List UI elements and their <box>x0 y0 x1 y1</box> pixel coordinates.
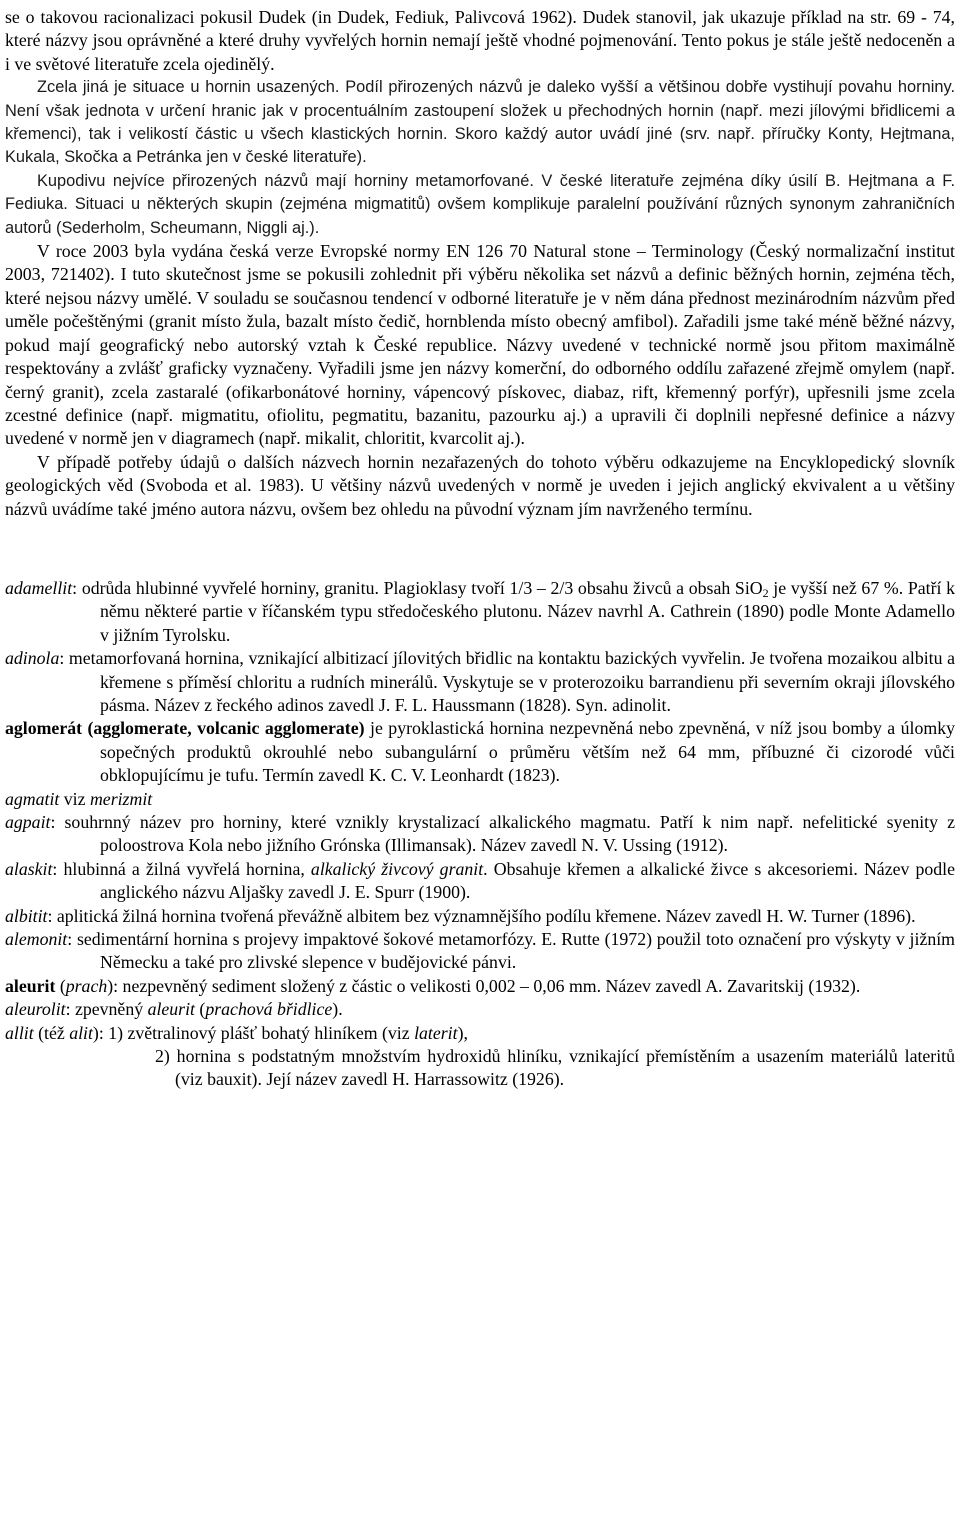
intro-paragraph-2: Zcela jiná je situace u hornin usazených. Podíl přirozených názvů je daleko vyšší a většinou dobře vystihují povahu horniny. Není však jednota v určení hranic jak v procentuálním zastoupení složek u přechodných hornin (např. mezi jílovými břidlicemi a křemenci), tak i velikostí částic u všech klastických hornin. Skoro každý autor uvádí jiné (srv. např. příručky Konty, Hejtmana, Kukala, Skočka a Petránka jen v české literatuře). <box>5 78 955 167</box>
glossary-definition: 2) hornina s podstatným množstvím hydroxidů hliníku, vznikající přemístěním a usazením materiálů lateritů (viz <box>155 1046 955 1090</box>
punctuation: ): <box>92 1022 109 1043</box>
glossary-entry-albitit <box>5 905 955 928</box>
glossary-entry-aleurit <box>5 975 955 998</box>
cross-reference-label: viz <box>59 788 90 809</box>
glossary-definition: je vyšší než 67 %. Patří k němu některé partie v říčanském typu středočeského plutonu. Název navrhl A. Cathrein (1890) podle Monte Adamello v jižním Tyrolsku. <box>100 577 956 645</box>
glossary-entry-aglomerat <box>5 717 955 787</box>
term-separator: : <box>47 905 57 926</box>
glossary-definition: ). Její název zavedl H. Harrassowitz (1926). <box>251 1069 565 1090</box>
term-separator: : <box>72 577 82 598</box>
punctuation: ( <box>55 975 66 996</box>
glossary-entry-adinola <box>5 647 955 717</box>
intro-paragraph-5: V případě potřeby údajů o dalších názvech hornin nezařazených do tohoto výběru odkazujeme na Encyklopedický slovník geologických věd (Svoboda et al. 1983). U většiny názvů uvedených v normě je uveden i jejich anglický ekvivalent a u většiny názvů uvádíme také jméno autora názvu, ovšem bez ohledu na původní význam jím navrženého termínu. <box>5 451 955 519</box>
cross-reference: laterit <box>414 1022 458 1043</box>
glossary-definition: ), <box>457 1022 468 1043</box>
glossary-term: adinola <box>5 648 60 669</box>
intro-paragraph-4: V roce 2003 byla vydána česká verze Evropské normy EN 126 70 Natural stone – Terminology (Český normalizační institut 2003, 721402). I tuto skutečnost jsme se pokusili zohlednit při výběru několika set názvů a definic běžných hornin, zejména těch, které nejsou názvy umělé. V souladu se současnou tendencí v odborné literatuře je v něm dána přednost mezinárodním názvům před uměle počeštěnými (granit místo žula, bazalt místo čedič, hornblenda místo obecný amfibol). Zařadili jsme také méně běžné názvy, pokud mají geografický nebo autorský vztah k České republice. Názvy uvedené v technické normě jsou přitom maximálně respektovány a zvlášť graficky vyznačeny. Vyřadili jsme jen názvy komerční, do odborného oddílu zařazené zřejmě omylem (např. černý granit), zcela zastaralé (ofikarbonátové horniny, vápencový pískovec, diabaz, rift, křemenný porfýr), upřesnili jsme zcela zcestné definice (např. migmatitu, ofiolitu, pegmatitu, bazanitu, pazourku aj.) a upravili či doplnili nepřesné definice a názvy uvedené v normě jen v diagramech (např. mikalit, chloritit, kvarcolit aj.). <box>5 241 955 449</box>
term-separator: : <box>50 812 65 832</box>
glossary-entry-agpait <box>5 811 955 858</box>
glossary-subentry-allit-2 <box>5 1045 955 1092</box>
english-equivalent: (agglomerate, volcanic agglomerate) <box>82 718 365 739</box>
glossary-definition: nezpevněný sediment složený z částic o velikosti 0,002 – 0,06 mm. Název zavedl A. Zavaritskij (1932). <box>122 975 861 996</box>
synonym: prachová břidlice <box>205 999 333 1020</box>
glossary-term: alaskit <box>5 858 53 879</box>
cross-reference: alkalický živcový granit <box>310 858 484 879</box>
punctuation: ). <box>332 999 343 1020</box>
glossary-term: aleurolit <box>5 999 66 1020</box>
section-gap <box>5 521 955 577</box>
glossary-term: agmatit <box>5 788 60 809</box>
punctuation: ): <box>107 975 123 996</box>
punctuation: (též <box>33 1022 70 1043</box>
term-separator: : <box>59 648 69 669</box>
glossary-term: allit <box>5 1022 34 1043</box>
glossary-term: agpait <box>5 812 51 832</box>
term-separator: : <box>52 858 64 879</box>
intro-paragraph-1: se o takovou racionalizaci pokusil Dudek (in Dudek, Fediuk, Palivcová 1962). Dudek stanovil, jak ukazuje příklad na str. 69 - 74, které názvy jsou oprávněné a které druhy vyvřelých hornin nemají ještě vhodné pojmenování. Tento pokus je stále ještě nedoceněn a i ve světové literatuře zcela ojedinělý. <box>5 7 955 74</box>
term-separator: : zpevněný <box>65 999 148 1020</box>
subscript: 2 <box>762 585 769 600</box>
intro-section <box>5 6 955 521</box>
glossary-definition: souhrnný název pro horniny, které vznikly krystalizací alkalického magmatu. Patří k nim např. nefelitické syenity z poloostrova Kola nebo jižního Grónska (Illimansak). Název zavedl N. V. Ussing (1912). <box>64 812 956 856</box>
intro-paragraph-3: Kupodivu nejvíce přirozených názvů mají horniny metamorfované. V české literatuře zejména díky úsilí B. Hejtmana a F. Fediuka. Situaci u některých skupin (zejména migmatitů) ovšem komplikuje paralelní používání různých synonym zahraničních autorů (Sederholm, Scheumann, Niggli aj.). <box>5 171 955 237</box>
glossary-entry-allit <box>5 1022 955 1045</box>
glossary-definition: . Obsahuje křemen a alkalické živce s akcesoriemi. Název podle anglického názvu Aljašky zavedl J. E. Spurr (1900). <box>100 858 956 903</box>
glossary-term: alemonit <box>5 929 68 950</box>
synonym: alit <box>69 1022 93 1043</box>
glossary-term: albitit <box>5 905 48 926</box>
glossary-entry-agmatit <box>5 788 955 811</box>
glossary-definition: 1) zvětralinový plášť bohatý hliníkem (viz <box>108 1022 415 1043</box>
glossary-definition: je pyroklastická hornina nezpevněná nebo zpevněná, v níž jsou bomby a úlomky sopečných produktů okrouhlé nebo subangulární o průměru větším než 64 mm, příbuzné či cizorodé vůči obklopujícímu je tufu. Termín zavedl K. C. V. Leonhardt (1823). <box>100 718 955 786</box>
glossary-entry-aleurolit <box>5 998 955 1021</box>
glossary-definition: odrůda hlubinné vyvřelé horniny, granitu. Plagioklasy tvoří 1/3 – 2/3 obsahu živců a obsah SiO <box>81 577 763 598</box>
synonym: prach <box>65 975 108 996</box>
glossary-entry-adamellit <box>5 577 955 647</box>
glossary-definition: metamorfovaná hornina, vznikající albitizací jílovitých břidlic na kontaktu bazických vyvřelin. Je tvořena mozaikou albitu a křemene s příměsí chloritu a rudních minerálů. Vyskytuje se v proterozoiku barrandienu při severním okraji jílovského pásma. Název z řeckého adinos zavedl J. F. L. Haussmann (1828). Syn. adinolit. <box>68 648 956 715</box>
cross-reference: aleurit <box>147 999 195 1020</box>
glossary-entry-alaskit <box>5 858 955 905</box>
glossary-term: aglomerát <box>5 718 83 739</box>
glossary-entry-alemonit <box>5 928 955 975</box>
punctuation: ( <box>194 999 206 1020</box>
cross-reference: merizmit <box>89 788 153 809</box>
glossary-list <box>5 577 955 1092</box>
glossary-definition: aplitická žilná hornina tvořená převážně albitem bez významnějšího podílu křemene. Název zavedl H. W. Turner (1896). <box>56 905 916 926</box>
cross-reference: bauxit <box>207 1069 252 1090</box>
term-separator: : <box>67 929 77 950</box>
glossary-definition: sedimentární hornina s projevy impaktové šokové metamorfózy. E. Rutte (1972) použil toto označení pro výskyty v jižním Německu a také pro zlivské slepence v budějovické pánvi. <box>76 929 955 973</box>
glossary-term: adamellit <box>5 577 73 598</box>
glossary-term: aleurit <box>5 975 56 996</box>
glossary-definition: hlubinná a žilná vyvřelá hornina, <box>63 858 311 879</box>
